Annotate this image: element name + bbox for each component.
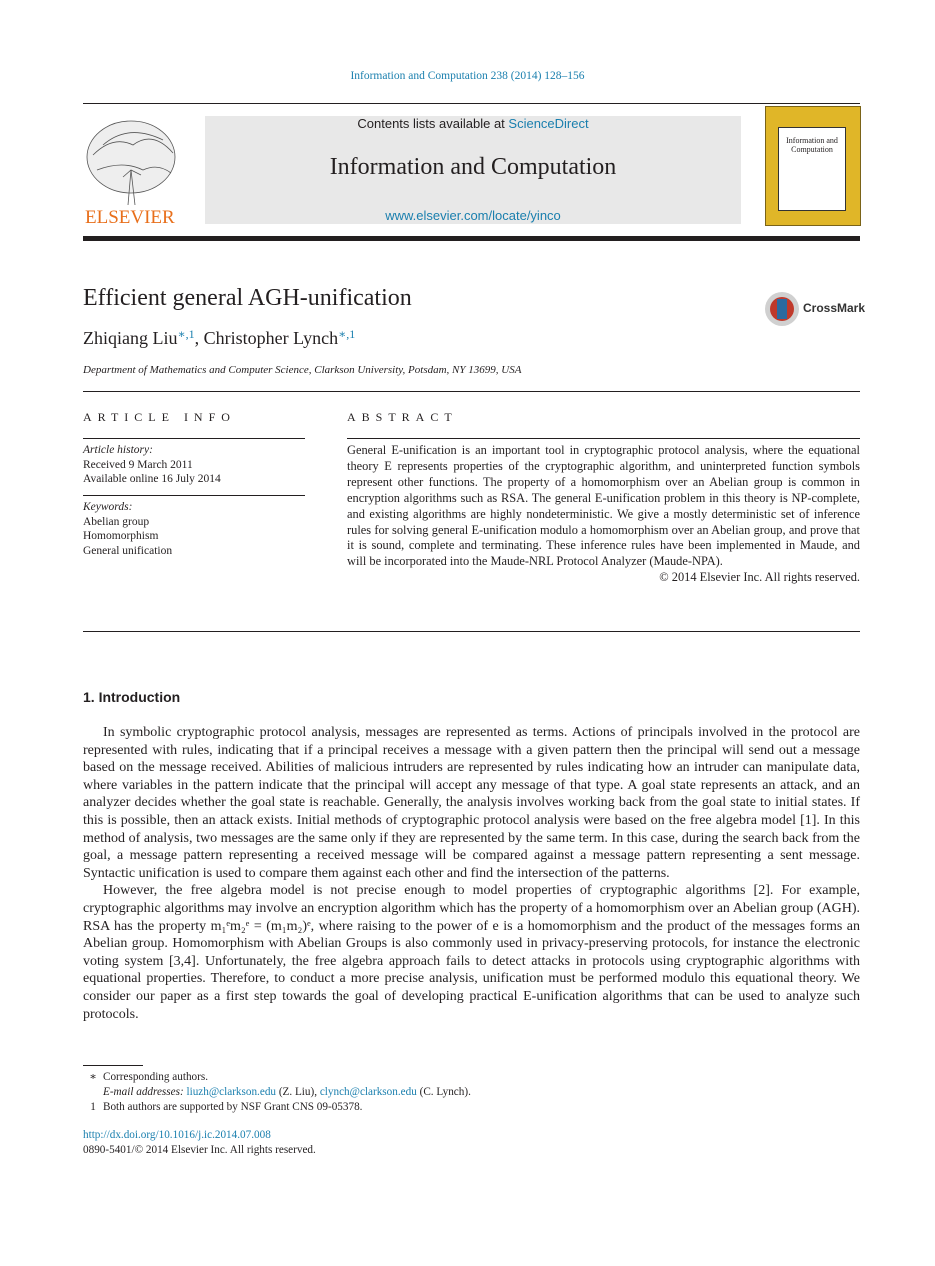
cover-title: Information and Computation: [786, 136, 838, 154]
author-liu[interactable]: Zhiqiang Liu: [83, 328, 178, 348]
available-date: Available online 16 July 2014: [83, 473, 221, 486]
header-rule-thin: [83, 103, 860, 104]
contents-line: Contents lists available at ScienceDirect: [357, 116, 589, 131]
publisher-name: ELSEVIER: [85, 207, 175, 227]
email-liu-link[interactable]: liuzh@clarkson.edu: [186, 1086, 277, 1098]
info-rule-1: [83, 438, 305, 439]
received-date: Received 9 March 2011: [83, 458, 193, 471]
crossmark-badge[interactable]: [764, 291, 864, 327]
elsevier-tree-logo: [83, 115, 183, 227]
keyword: General unification: [83, 544, 173, 557]
abstract-copyright: © 2014 Elsevier Inc. All rights reserved.: [659, 570, 860, 585]
affil-rule: [83, 391, 860, 392]
abstract-rule: [347, 438, 860, 439]
sciencedirect-link[interactable]: ScienceDirect: [508, 116, 589, 131]
doi-link[interactable]: http://dx.doi.org/10.1016/j.ic.2014.07.008: [83, 1129, 271, 1141]
abstract-text: General E-unification is an important tool in cryptographic protocol analysis, where the equational theory E represents properties of the cryptographic algorithm, and uninterpreted function symbols represent other functions. The property of a homomorphism over an Abelian group is common in encryption algorithms such as RSA. The general E-unification problem in this theory is NP-complete, and existing algorithms are highly nondeterministic. We give a mostly deterministic set of inference rules for solving general E-unification modulo a homomorphism over an Abelian group, and prove that it is sound, complete and terminating. These inference rules have been implemented in Maude, and will be incorporated into the Maude-NRL Protocol Analyzer (Maude-NPA). © 2014 Elsevier Inc. All rights reserved.: [347, 443, 860, 585]
abstract-end-rule: [83, 631, 860, 632]
doi-block: [83, 1128, 316, 1158]
introduction-body: [83, 724, 860, 1023]
crossmark-icon: [764, 291, 800, 327]
article-title: Efficient general AGH-unification: [83, 285, 412, 311]
author-liu-marks[interactable]: ∗,1: [177, 327, 195, 341]
header-rule-thick: [83, 236, 860, 241]
affiliation: Department of Mathematics and Computer Science, Clarkson University, Potsdam, NY 13699, USA: [83, 364, 522, 376]
journal-cover[interactable]: [765, 106, 861, 226]
paragraph: However, the free algebra model is not precise enough to model properties of cryptographic algorithms [2]. For example, cryptographic algorithms may involve an encryption algorithm which has the property of a homomorphism over an Abelian group (AGH). RSA has the property m₁ᵉm₂ᵉ = (m₁m₂)ᵉ, where raising to the power of e is a homomorphism and the product of the messages forms an Abelian group. Homomorphism with Abelian Groups is also commonly used in privacy-preserving protocols, for instance the electronic voting system [3,4]. Unfortunately, the free algebra approach fails to detect attacks in protocols using cryptographic algorithms with equational properties. Therefore, to conduct a more precise analysis, unification must be performed modulo this equational theory. We consider our paper as a first step towards the goal of developing practical E-unification algorithms that can be used to analyze such protocols.: [83, 883, 860, 1022]
journal-title: Information and Computation: [329, 154, 617, 180]
footnotes: ∗ Corresponding authors. E-mail addresses: liuzh@clarkson.edu (Z. Liu), clynch@clarkson.edu (C. Lynch). 1 Both authors are supported by NSF Grant CNS 09-05378.: [89, 1071, 471, 1113]
crossmark-label: CrossMark: [803, 301, 866, 315]
author-lynch-marks[interactable]: ∗,1: [338, 327, 356, 341]
footnote-rule: [83, 1065, 143, 1066]
journal-banner: [205, 116, 741, 224]
article-history: Article history: Received 9 March 2011 Available online 16 July 2014: [83, 444, 221, 486]
paragraph: In symbolic cryptographic protocol analysis, messages are represented as terms. Actions of principals involved in the protocol are represented with rules, indicating that if a principal receives a message with a given pattern then the principal will send out a message based on the message received. Abilities of malicious intruders are represented by rules indicating how an intruder can manipulate data, where variables in the pattern indicate that the principal will accept any message of that type. A goal state represents an attack, and an analyzer decides whether the goal state is reachable. Generally, the analysis involves working back from the goal state to initial states. If this is possible, then an attack exists. Initial methods of cryptographic protocol analysis were based on the free algebra model [1]. In this method of analysis, two messages are the same only if they are represented by the same term. In this case, during the search back from the goal, a message pattern representing a received message will be compared against a message pattern representing a sent message. Syntactic unification is used to compare them against each other and find the intersection of the patterns.: [83, 725, 860, 881]
journal-url-link[interactable]: www.elsevier.com/locate/yinco: [385, 208, 561, 223]
info-rule-2: [83, 495, 305, 496]
author-lynch[interactable]: Christopher Lynch: [203, 328, 339, 348]
issn-line: 0890-5401/© 2014 Elsevier Inc. All rights reserved.: [83, 1144, 316, 1156]
article-info-heading: ARTICLE INFO: [83, 410, 236, 424]
keyword: Homomorphism: [83, 530, 159, 543]
author-list: Zhiqiang Liu$^{∗,1}$, Christopher Lynch$^{∗,1}$: [83, 327, 356, 348]
keywords-block: Keywords: Abelian group Homomorphism General unification: [83, 501, 173, 557]
journal-reference[interactable]: Information and Computation 238 (2014) 128–156: [350, 70, 585, 82]
email-lynch-link[interactable]: clynch@clarkson.edu: [319, 1086, 417, 1098]
abstract-heading: ABSTRACT: [347, 410, 458, 424]
section-heading-introduction: 1. Introduction: [83, 689, 181, 705]
keyword: Abelian group: [83, 515, 150, 528]
cover-page: [778, 127, 846, 211]
